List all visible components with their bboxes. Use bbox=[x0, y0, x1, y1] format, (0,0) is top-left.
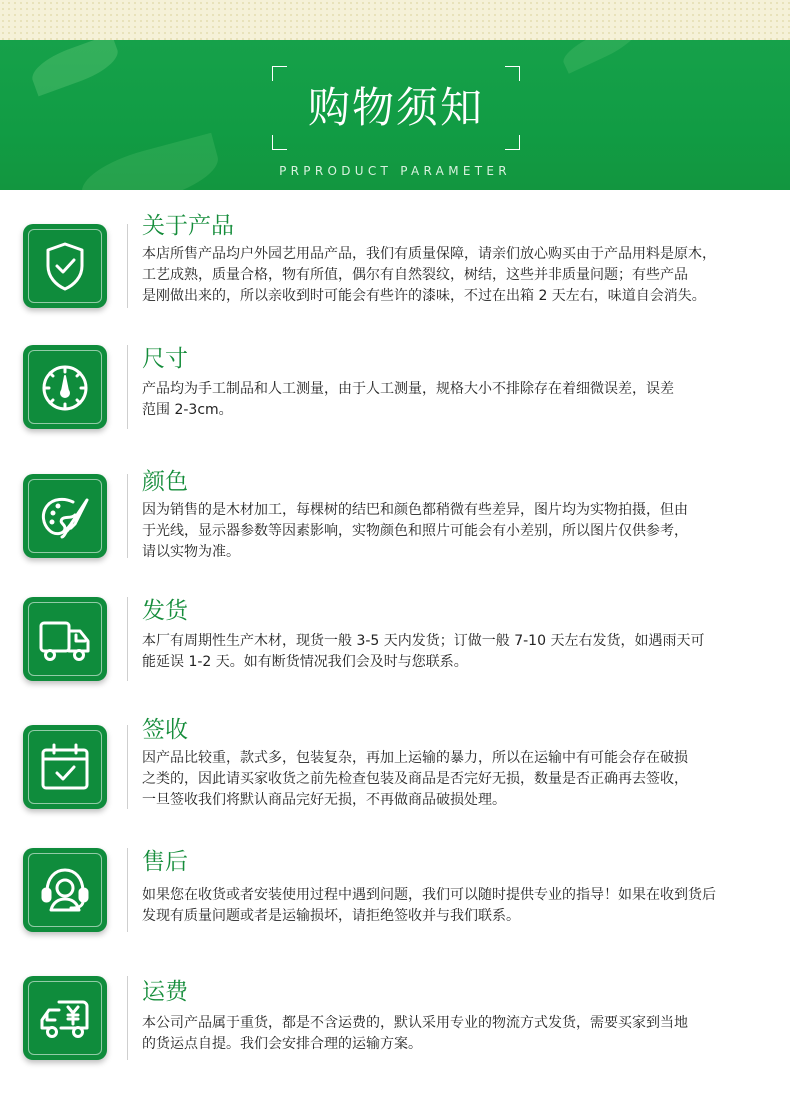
section-body bbox=[142, 244, 774, 307]
leaf-decoration bbox=[27, 40, 123, 96]
body-line: 因产品比较重，款式多，包装复杂，再加上运输的暴力，所以在运输中有可能会存在破损 bbox=[142, 750, 688, 766]
top-decor-strip bbox=[0, 0, 790, 40]
divider bbox=[127, 474, 128, 558]
body-line: 于光线，显示器参数等因素影响，实物颜色和照片可能会有小差别，所以图片仅供参考， bbox=[142, 523, 688, 539]
section-title: 售后 bbox=[142, 849, 188, 875]
section-body bbox=[142, 885, 774, 927]
body-line: 能延误 1-2 天。如有断货情况我们会及时与您联系。 bbox=[142, 654, 468, 670]
body-line: 的货运点自提。我们会安排合理的运输方案。 bbox=[142, 1036, 422, 1052]
body-line: 工艺成熟，质量合格，物有所值，偶尔有自然裂纹，树结，这些并非质量问题；有些产品 bbox=[142, 267, 688, 283]
section-body bbox=[142, 1013, 774, 1055]
divider bbox=[127, 976, 128, 1060]
body-line: 是刚做出来的，所以亲收到时可能会有些许的漆味，不过在出箱 2 天左右，味道自会消失。 bbox=[142, 288, 706, 304]
body-line: 如果您在收货或者安装使用过程中遇到问题，我们可以随时提供专业的指导！如果在收到货后 bbox=[142, 887, 716, 903]
section-title: 关于产品 bbox=[142, 213, 234, 239]
shield-check-icon bbox=[35, 236, 95, 296]
divider bbox=[127, 848, 128, 932]
divider bbox=[127, 725, 128, 809]
icon-box bbox=[23, 345, 107, 429]
calendar-check-icon bbox=[35, 737, 95, 797]
body-line: 之类的，因此请买家收货之前先检查包装及商品是否完好无损，数量是否正确再去签收， bbox=[142, 771, 688, 787]
customer-service-icon bbox=[35, 860, 95, 920]
body-line: 范围 2-3cm。 bbox=[142, 402, 233, 418]
section-title: 运费 bbox=[142, 979, 188, 1005]
palette-brush-icon bbox=[35, 486, 95, 546]
section-body bbox=[142, 379, 774, 421]
divider bbox=[127, 224, 128, 308]
icon-box bbox=[23, 976, 107, 1060]
section-body bbox=[142, 748, 774, 811]
icon-box bbox=[23, 224, 107, 308]
gauge-icon bbox=[35, 357, 95, 417]
divider bbox=[127, 345, 128, 429]
icon-box bbox=[23, 597, 107, 681]
body-line: 本公司产品属于重货，都是不含运费的，默认采用专业的物流方式发货，需要买家到当地 bbox=[142, 1015, 688, 1031]
body-line: 因为销售的是木材加工，每棵树的结巴和颜色都稍微有些差异，图片均为实物拍摄，但由 bbox=[142, 502, 688, 518]
section-body bbox=[142, 631, 774, 673]
page-subtitle: PRPRODUCT PARAMETER bbox=[279, 164, 511, 178]
section-title: 尺寸 bbox=[142, 346, 188, 372]
body-line: 本店所售产品均户外园艺用品产品，我们有质量保障，请亲们放心购买由于产品用料是原木， bbox=[142, 246, 716, 262]
section-title: 发货 bbox=[142, 598, 188, 624]
title-frame bbox=[272, 66, 520, 150]
body-line: 请以实物为准。 bbox=[142, 544, 240, 560]
body-line: 一旦签收我们将默认商品完好无损，不再做商品破损处理。 bbox=[142, 792, 506, 808]
header-banner bbox=[0, 40, 790, 190]
section-body bbox=[142, 500, 774, 563]
section-title: 签收 bbox=[142, 717, 188, 743]
icon-box bbox=[23, 848, 107, 932]
leaf-decoration bbox=[559, 40, 642, 74]
body-line: 发现有质量问题或者是运输损坏，请拒绝签收并与我们联系。 bbox=[142, 908, 520, 924]
icon-box bbox=[23, 725, 107, 809]
page-title: 购物须知 bbox=[307, 83, 484, 132]
leaf-decoration bbox=[76, 133, 224, 190]
icon-box bbox=[23, 474, 107, 558]
body-line: 本厂有周期性生产木材，现货一般 3-5 天内发货；订做一般 7-10 天左右发货，如遇雨天可 bbox=[142, 633, 705, 649]
section-title: 颜色 bbox=[142, 469, 188, 495]
shipping-fee-icon bbox=[35, 988, 95, 1048]
divider bbox=[127, 597, 128, 681]
body-line: 产品均为手工制品和人工测量，由于人工测量，规格大小不排除存在着细微误差，误差 bbox=[142, 381, 674, 397]
truck-icon bbox=[35, 609, 95, 669]
